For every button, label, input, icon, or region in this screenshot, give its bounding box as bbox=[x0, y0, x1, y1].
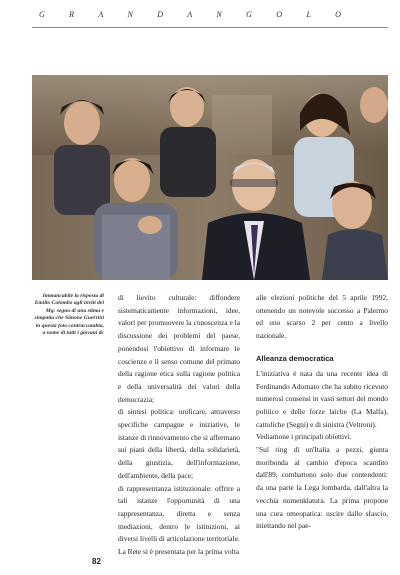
section-heading: Alleanza democratica bbox=[256, 353, 334, 363]
paragraph: di lievito culturale: diffondere sistematicamente informazioni, idee, valori per promuovere la conoscenza e la discussione dei problemi del paese, ponendosi l'obiettivo di informare le coscienze e il senso comune del primato della ragione etica sulla ragione politica e della universalità dei valori della democrazia; bbox=[118, 293, 240, 404]
group-photo bbox=[32, 75, 388, 280]
text-column-1 bbox=[118, 292, 240, 564]
header-rule bbox=[32, 27, 388, 28]
text-column-2 bbox=[256, 292, 388, 564]
paragraph: di sintesi politica: unificare, attraverso specifiche campagne e iniziative, le istanze di rinnovamento che si affermano sui piani della libertà, della solidarietà, della giustizia, dell'informazione, dell'ambiente, della pace; bbox=[118, 407, 240, 480]
paragraph: Vediamone i principali obiettivi. bbox=[256, 432, 352, 442]
photo-caption: Immancabile la risposta di Emilio Colombo agli inviti dei Mg: segno di una stima e simpatia che Simone Guerrini in questa foto contraccambia, a nome di tutti i giovani dc bbox=[34, 293, 104, 337]
paragraph: di rappresentanza istituzionale: offrire a tali istanze l'opportunità di una rappresentanza, diretta e senza mediazioni, dentro le istituzioni, ai diversi livelli di articolazione territoriale. bbox=[118, 483, 240, 544]
paragraph: L'iniziativa è nata da una recente idea di Ferdinando Adornato che ha subito ricevuto numerosi consensi in vasti settori del mondo politico e delle forze laiche (La Malfa), cattoliche (Segni) e di sinistra (Veltroni). bbox=[256, 368, 388, 429]
paragraph: alle elezioni politiche del 5 aprile 1992, ottenendo un notevole successo a Palermo ed uno scarso 2 per cento a livello nazionale. bbox=[256, 293, 388, 341]
paragraph: "Sul ring di un'Italia a pezzi, giunta moribonda al cambio d'epoca scandito dall'89, combattono solo due contendenti: da una parte la Lega lombarda, dall'altra la vecchia nomenklatura. La prima propone una cura omeopatica: uscire dallo sfascio, iniettando nel pae- bbox=[256, 445, 388, 531]
photo bbox=[32, 75, 388, 280]
paragraph: La Rete si è presentata per la prima volta bbox=[118, 547, 240, 557]
page-number: 82 bbox=[92, 557, 101, 566]
running-head: G R A N D A N G O L O bbox=[39, 10, 353, 19]
